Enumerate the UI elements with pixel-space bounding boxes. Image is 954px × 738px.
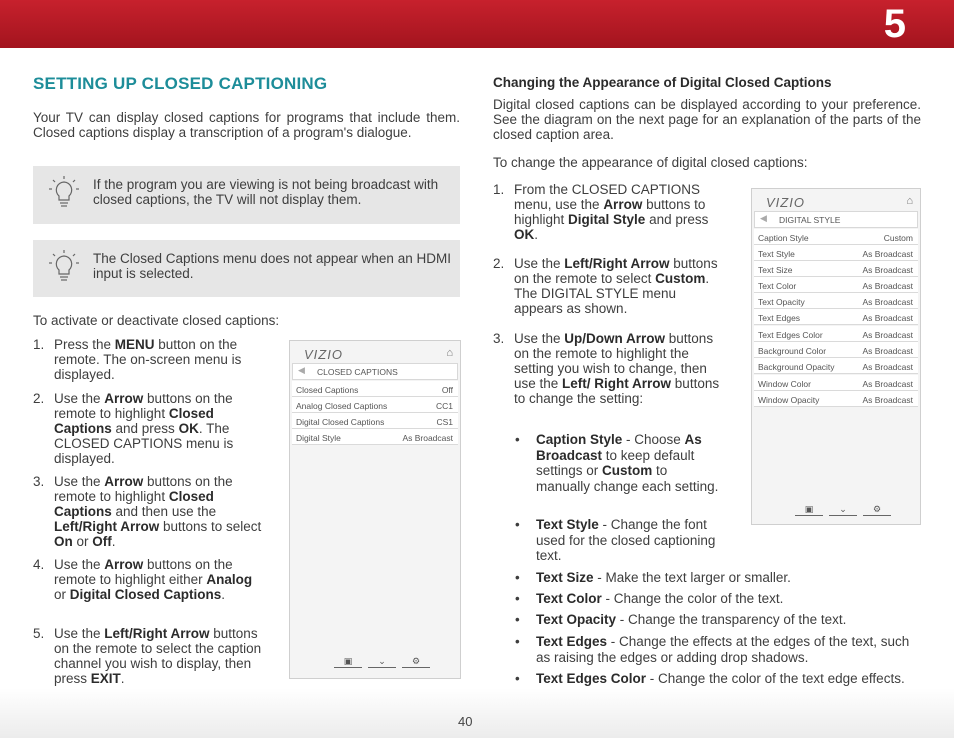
menu-row[interactable]: Window Color As Broadcast	[754, 375, 918, 391]
activate-instructions: To activate or deactivate closed captions:	[33, 313, 280, 328]
tv-menu-closed-captions	[289, 340, 461, 679]
menu-row[interactable]: Text Edges Color As Broadcast	[754, 326, 918, 342]
home-icon[interactable]: ⌂	[906, 195, 913, 207]
note-box-1	[33, 166, 460, 224]
menu-row[interactable]: Digital Style As Broadcast	[292, 429, 458, 445]
page-footer	[0, 688, 954, 738]
menu-row[interactable]: Text Size As Broadcast	[754, 261, 918, 277]
menu-row[interactable]: Text Style As Broadcast	[754, 245, 918, 261]
back-arrow-icon[interactable]: ◀	[298, 365, 305, 375]
menu-footer-buttons	[334, 656, 430, 668]
lightbulb-icon	[49, 176, 79, 210]
section-title: SETTING UP CLOSED CAPTIONING	[33, 74, 328, 93]
chapter-number: 5	[883, 2, 906, 46]
menu-title: CLOSED CAPTIONS	[317, 367, 398, 377]
lightbulb-icon	[49, 250, 79, 284]
intro-paragraph: Your TV can display closed captions for programs that include them. Closed captions display a transcription of a program's dialogue.	[33, 110, 460, 140]
wide-icon[interactable]: ▣	[795, 504, 823, 516]
right-intro-paragraph: Digital closed captions can be displayed according to your preference. See the diagram on the next page for an explanation of the parts of the closed caption area.	[493, 97, 921, 142]
to-change-instructions: To change the appearance of digital closed captions:	[493, 155, 808, 170]
menu-row[interactable]: Window Opacity As Broadcast	[754, 391, 918, 407]
vizio-logo: VIZIO	[304, 347, 343, 362]
wide-icon[interactable]: ▣	[334, 656, 362, 668]
menu-footer-buttons	[795, 504, 891, 516]
subsection-title: Changing the Appearance of Digital Closed Captions	[493, 75, 832, 90]
menu-row[interactable]: Caption Style Custom	[754, 229, 918, 245]
chevron-down-icon[interactable]: ⌄	[829, 504, 857, 516]
page-number: 40	[458, 714, 473, 729]
note-text-2: The Closed Captions menu does not appear when an HDMI input is selected.	[93, 251, 451, 281]
menu-row[interactable]: Analog Closed Captions CC1	[292, 397, 458, 413]
menu-row[interactable]: Background Color As Broadcast	[754, 342, 918, 358]
menu-row[interactable]: Text Edges As Broadcast	[754, 309, 918, 325]
note-text-1: If the program you are viewing is not being broadcast with closed captions, the TV will not display them.	[93, 177, 439, 207]
chevron-down-icon[interactable]: ⌄	[368, 656, 396, 668]
menu-header	[754, 211, 918, 228]
menu-header	[292, 363, 458, 380]
home-icon[interactable]: ⌂	[446, 347, 453, 359]
menu-row[interactable]: Text Opacity As Broadcast	[754, 293, 918, 309]
tv-menu-digital-style	[751, 188, 921, 525]
vizio-logo: VIZIO	[766, 195, 805, 210]
chapter-header-bar	[0, 0, 954, 48]
gear-icon[interactable]: ⚙	[863, 504, 891, 516]
note-box-2	[33, 240, 460, 297]
menu-row[interactable]: Text Color As Broadcast	[754, 277, 918, 293]
gear-icon[interactable]: ⚙	[402, 656, 430, 668]
menu-title: DIGITAL STYLE	[779, 215, 841, 225]
back-arrow-icon[interactable]: ◀	[760, 213, 767, 223]
menu-row[interactable]: Background Opacity As Broadcast	[754, 358, 918, 374]
menu-row[interactable]: Digital Closed Captions CS1	[292, 413, 458, 429]
menu-row[interactable]: Closed Captions Off	[292, 381, 458, 397]
